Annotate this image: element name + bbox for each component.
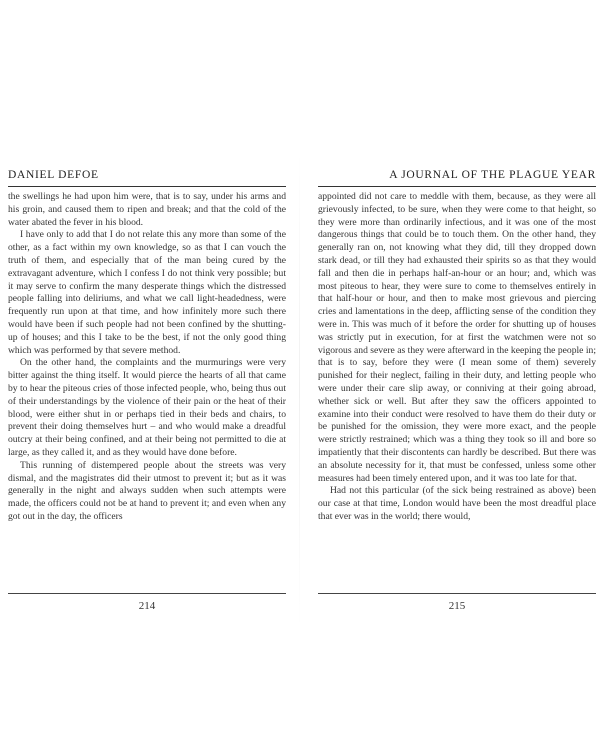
paragraph: Had not this particular (of the sick being restrained as above) been our case at that time, London would have been the most dreadful place that ever was in the world; there would, <box>318 485 596 522</box>
right-running-head: A JOURNAL OF THE PLAGUE YEAR <box>389 169 596 181</box>
left-page-number: 214 <box>138 600 156 612</box>
right-header-rule <box>318 186 596 187</box>
right-page-number: 215 <box>448 600 466 612</box>
paragraph: I have only to add that I do not relate this any more than some of the other, as a fact within my own knowledge, so as that I can vouch the truth of them, and especially that of the man being cured by the extravagant adventure, which I confess I do not think very possible; but it may serve to confirm the many desperate things which the distressed people falling into deliriums, and what we call light-headedness, were frequently run upon at that time, and how infinitely more such there would have been if such people had not been confined by the shutting-up of houses; and this I take to be the best, if not the only good thing which was performed by that severe method. <box>8 229 286 356</box>
left-body-text <box>8 191 286 524</box>
paragraph: This running of distempered people about the streets was very dismal, and the magistrates did their utmost to prevent it; but as it was generally in the night and always sudden when such attempts were made, the officers could not be at hand to prevent it; and even when any got out in the day, the officers <box>8 459 286 522</box>
left-footer-rule <box>8 593 286 594</box>
paragraph: On the other hand, the complaints and the murmurings were very bitter against the thing itself. It would pierce the hearts of all that came by to hear the piteous cries of those infected people, who, being thus out of their understandings by the violence of their pain or the heat of their blood, were either shut in or perhaps tied in their beds and chairs, to prevent their doing themselves hurt – and who would make a dreadful outcry at their being confined, and at their being not permitted to die at large, as they called it, and as they would have done before. <box>8 357 286 458</box>
gutter-shadow <box>299 150 300 630</box>
right-footer-rule <box>318 593 596 594</box>
left-header-rule <box>8 186 286 187</box>
left-running-head: DANIEL DEFOE <box>8 169 99 181</box>
paragraph: appointed did not care to meddle with them, because, as they were all grievously infected, to be sure, when they were come to that height, so they were more than ordinarily infectious, and it was one of the most dangerous things that could be to touch them. On the other hand, they generally ran on, not knowing what they did, till they dropped down stark dead, or till they had exhausted their spirits so as that they would fall and then die in perhaps half-an-hour or an hour; and, which was most piteous to hear, they were sure to come to themselves entirely in that half-hour or hour, and then to make most grievous and piercing cries and lamentations in the deep, afflicting sense of the condition they were in. This was much of it before the order for shutting up of houses was strictly put in execution, for at first the watchmen were not so vigorous and severe as they were afterward in the keeping the people in; that is to say, before they were (I mean some of them) severely punished for their neglect, failing in their duty, and letting people who were under their care slip away, or conniving at their going abroad, whether sick or well. But after they saw the officers appointed to examine into their conduct were resolved to have them do their duty or be punished for the omission, they were more exact, and the people were strictly restrained; which was a thing they took so ill and bore so impatiently that their discontents can hardly be described. But there was an absolute necessity for it, that must be confessed, unless some other measures had been timely entered upon, and it was too late for that. <box>318 191 596 484</box>
right-body-text <box>318 191 596 524</box>
left-page <box>8 168 286 612</box>
paragraph: the swellings he had upon him were, that is to say, under his arms and his groin, and caused them to ripen and break; and that the cold of the water abated the fever in his blood. <box>8 191 286 228</box>
right-page <box>318 168 596 612</box>
